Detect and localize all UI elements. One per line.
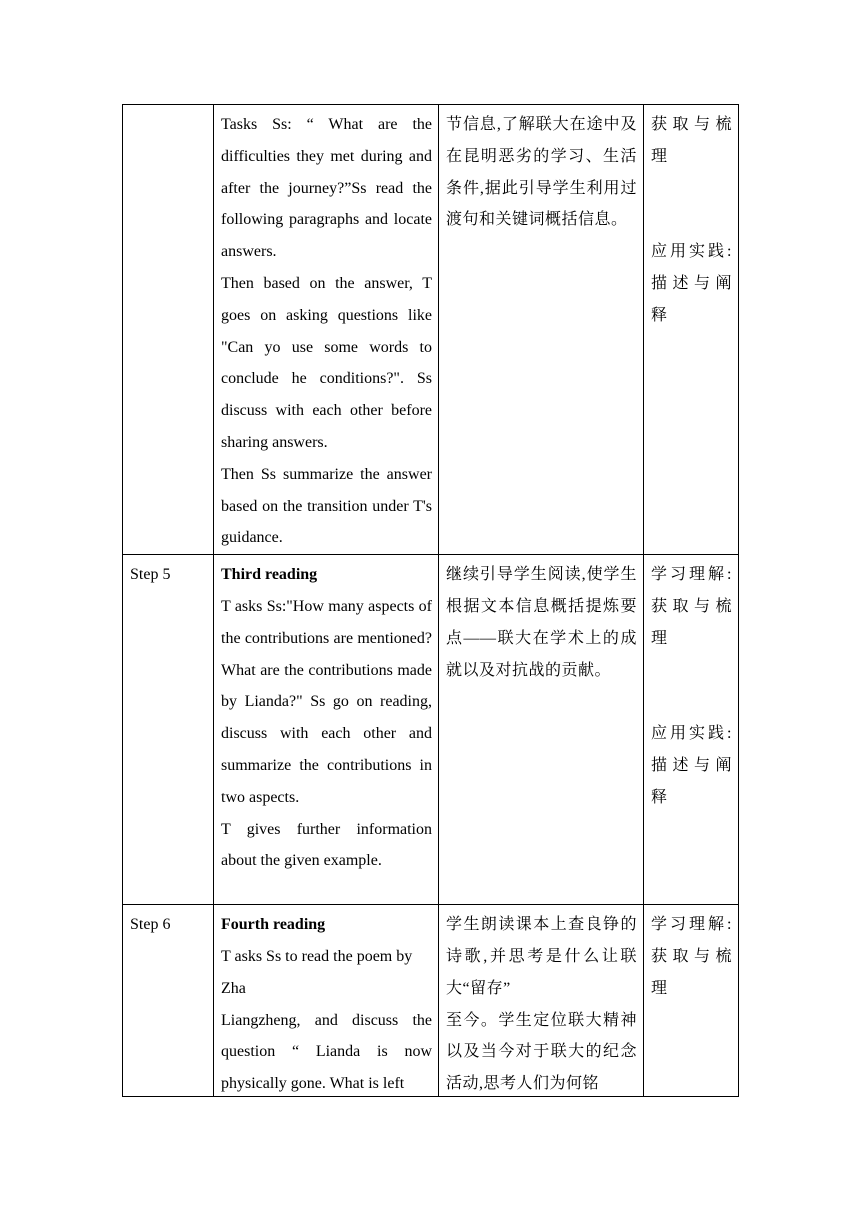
step-cell bbox=[123, 105, 214, 555]
table-row bbox=[123, 555, 739, 905]
activity-paragraph: Then Ss summarize the answer based on the transition under T's guidance. bbox=[221, 465, 432, 547]
step-cell: Step 6 bbox=[123, 905, 214, 1097]
purpose-cell bbox=[439, 555, 644, 905]
purpose-text: 继续引导学生阅读,使学生根据文本信息概括提炼要点——联大在学术上的成就以及对抗战的贡献。 bbox=[446, 566, 637, 679]
activity-paragraph: Tasks Ss: “ What are the difficulties they met during and after the journey?”Ss read the following paragraphs and locate answers. bbox=[221, 116, 432, 261]
purpose-text: 至今。学生定位联大精神以及当今对于联大的纪念活动,思考人们为何铭 bbox=[446, 1011, 637, 1093]
activity-paragraph: T asks Ss to read the poem by Zha bbox=[221, 947, 413, 997]
step-cell: Step 5 bbox=[123, 555, 214, 905]
competency-cell bbox=[644, 905, 739, 1097]
activity-cell bbox=[214, 555, 439, 905]
activity-paragraph: T asks Ss:"How many aspects of the contributions are mentioned? What are the contributions made by Lianda?" Ss go on reading, discuss with each other and summarize the contributions in two aspects. bbox=[221, 597, 432, 806]
competency-text: 学习理解:获取与梳理 bbox=[651, 566, 732, 647]
competency-text: 应用实践:描述与阐释 bbox=[651, 243, 732, 324]
competency-cell bbox=[644, 105, 739, 555]
purpose-cell bbox=[439, 905, 644, 1097]
purpose-text: 学生朗读课本上查良铮的诗歌,并思考是什么让联大“留存” bbox=[446, 916, 637, 997]
activity-cell bbox=[214, 905, 439, 1097]
activity-paragraph: Liangzheng, and discuss the question “ Lianda is now physically gone. What is left bbox=[221, 1011, 432, 1093]
table-row bbox=[123, 905, 739, 1097]
competency-text: 应用实践:描述与阐释 bbox=[651, 725, 732, 806]
activity-cell bbox=[214, 105, 439, 555]
activity-paragraph: Then based on the answer, T goes on asking questions like "Can yo use some words to conclude he conditions?". Ss discuss with each other before sharing answers. bbox=[221, 274, 432, 451]
competency-cell bbox=[644, 555, 739, 905]
competency-text: 学习理解:获取与梳理 bbox=[651, 916, 732, 997]
competency-text: 获取与梳理 bbox=[651, 116, 732, 165]
lesson-plan-table bbox=[122, 104, 739, 1097]
purpose-text: 节信息,了解联大在途中及在昆明恶劣的学习、生活条件,据此引导学生利用过渡句和关键词概括信息。 bbox=[446, 116, 637, 229]
activity-heading: Fourth reading bbox=[221, 916, 326, 934]
purpose-cell bbox=[439, 105, 644, 555]
table-row bbox=[123, 105, 739, 555]
activity-heading: Third reading bbox=[221, 566, 318, 584]
activity-paragraph: T gives further information about the given example. bbox=[221, 820, 432, 870]
